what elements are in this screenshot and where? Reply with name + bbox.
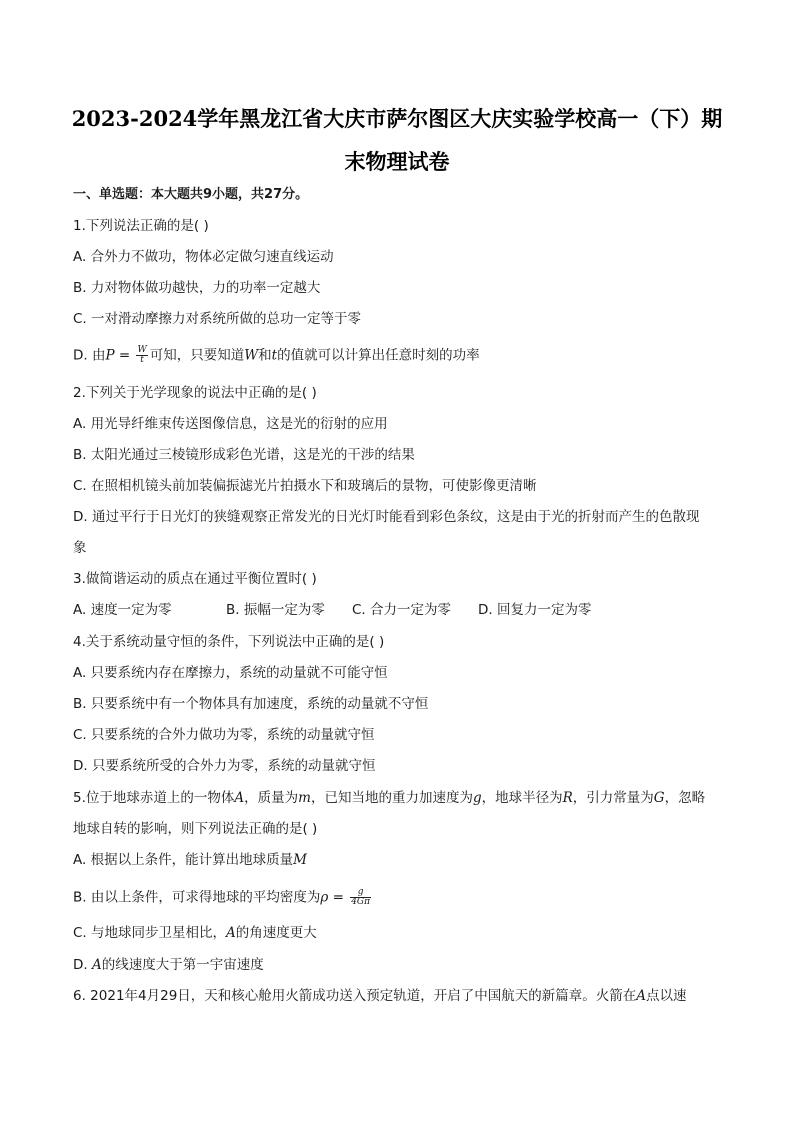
q6-symbol-a: A [636, 988, 647, 1004]
q5-b-fraction [350, 888, 371, 907]
q3-option-c: C. 合力一定为零 [352, 602, 452, 618]
q2-option-c: C. 在照相机镜头前加装偏振滤光片拍摄水下和玻璃后的景物，可使影像更清晰 [73, 478, 537, 494]
q5-option-b [73, 888, 373, 907]
q3-option-a: A. 速度一定为零 [73, 602, 172, 618]
q5-a-symbol-m: M [293, 852, 307, 868]
q3-option-b: B. 振幅一定为零 [226, 602, 325, 618]
q1-d-symbol-p: P [105, 347, 115, 364]
q6-stem-text1: 6. 2021年4月29日，天和核心舱用火箭成功送入预定轨道，开启了中国航天的新篇章。火箭在 [73, 988, 637, 1004]
q2-option-a: A. 用光导纤维束传送图像信息，这是光的衍射的应用 [73, 416, 388, 432]
q5-symbol-g-const: G [653, 790, 665, 806]
q4-stem: 4.关于系统动量守恒的条件，下列说法中正确的是( ) [73, 634, 385, 650]
q5-stem-text3: ，已知当地的重力加速度为 [310, 790, 473, 806]
q5-b-denominator: 4Gπ [351, 897, 371, 907]
q5-c-symbol-a: A [226, 925, 236, 941]
q2-option-d-line1: D. 通过平行于日光灯的狭缝观察正常发光的日光灯时能看到彩色条纹，这是由于光的折射而产生的色散现 [73, 509, 700, 525]
q5-b-symbol-rho: ρ [320, 889, 329, 906]
q5-stem-text4: ，地球半径为 [481, 790, 563, 806]
q1-d-symbol-w: W [244, 347, 259, 364]
q4-option-a: A. 只要系统内存在摩擦力，系统的动量就不可能守恒 [73, 665, 388, 681]
q5-d-symbol-a: A [91, 957, 102, 973]
q5-stem-text6: ，忽略 [664, 790, 706, 806]
q1-option-a: A. 合外力不做功，物体必定做匀速直线运动 [73, 249, 334, 265]
q1-d-text3: 的值就可以计算出任意时刻的功率 [277, 347, 480, 364]
q5-option-a [73, 851, 307, 869]
q1-d-numerator: W [137, 345, 147, 355]
q5-symbol-g: g [472, 790, 482, 806]
exam-title-line2: 末物理试卷 [344, 149, 450, 174]
q5-stem-text1: 5.位于地球赤道上的一物体 [73, 790, 235, 806]
q5-c-text2: 的角速度更大 [235, 925, 317, 941]
q5-b-numerator: g [350, 888, 371, 898]
q4-option-c: C. 只要系统的合外力做功为零，系统的动量就守恒 [73, 727, 375, 743]
q4-option-b: B. 只要系统中有一个物体具有加速度，系统的动量就不守恒 [73, 696, 429, 712]
q3-stem: 3.做简谐运动的质点在通过平衡位置时( ) [73, 571, 317, 587]
q1-option-b: B. 力对物体做功越快，力的功率一定越大 [73, 280, 321, 296]
exam-title-line1: 2023-2024学年黑龙江省大庆市萨尔图区大庆实验学校高一（下）期 [71, 106, 723, 131]
q1-option-c: C. 一对滑动摩擦力对系统所做的总功一定等于零 [73, 311, 362, 327]
q5-c-text1: C. 与地球同步卫星相比， [73, 925, 227, 941]
q1-option-d [73, 346, 480, 365]
q6-stem-line1 [73, 987, 687, 1005]
q5-stem-line2: 地球自转的影响，则下列说法正确的是( ) [73, 821, 318, 837]
q3-option-d: D. 回复力一定为零 [478, 602, 592, 618]
q5-d-text2: 的线速度大于第一宇宙速度 [101, 957, 264, 973]
q2-option-d-line2: 象 [73, 540, 87, 556]
q5-option-c [73, 924, 317, 942]
q1-d-symbol-t: t [271, 347, 278, 364]
q5-stem-line1 [73, 789, 705, 807]
q5-a-text: A. 根据以上条件，能计算出地球质量 [73, 852, 294, 868]
q2-option-b: B. 太阳光通过三棱镜形成彩色光谱，这是光的干涉的结果 [73, 447, 415, 463]
q1-stem: 1.下列说法正确的是( ) [73, 218, 209, 234]
section-heading-single-choice: 一、单选题：本大题共9小题，共27分。 [73, 187, 309, 202]
q5-d-text1: D. [73, 957, 92, 973]
q1-d-fraction [136, 346, 147, 365]
q1-d-text2: 和 [258, 347, 272, 364]
q5-b-equals: = [328, 889, 349, 906]
q5-b-text: B. 由以上条件，可求得地球的平均密度为 [73, 889, 321, 906]
q5-symbol-m: m [298, 790, 311, 806]
q6-stem-text2: 点以速 [646, 988, 687, 1004]
q5-stem-text2: ，质量为 [244, 790, 299, 806]
q4-option-d: D. 只要系统所受的合外力为零，系统的动量就守恒 [73, 758, 376, 774]
q5-symbol-r: R [562, 790, 573, 806]
q1-d-denominator: t [140, 355, 144, 365]
q2-stem: 2.下列关于光学现象的说法中正确的是( ) [73, 385, 317, 401]
q1-d-text1: 可知，只要知道 [149, 347, 245, 364]
q5-stem-text5: ，引力常量为 [572, 790, 654, 806]
q1-d-equals: = [114, 347, 135, 364]
q5-symbol-a: A [234, 790, 245, 806]
q5-option-d [73, 956, 264, 974]
q1-d-prefix: D. 由 [73, 347, 106, 364]
